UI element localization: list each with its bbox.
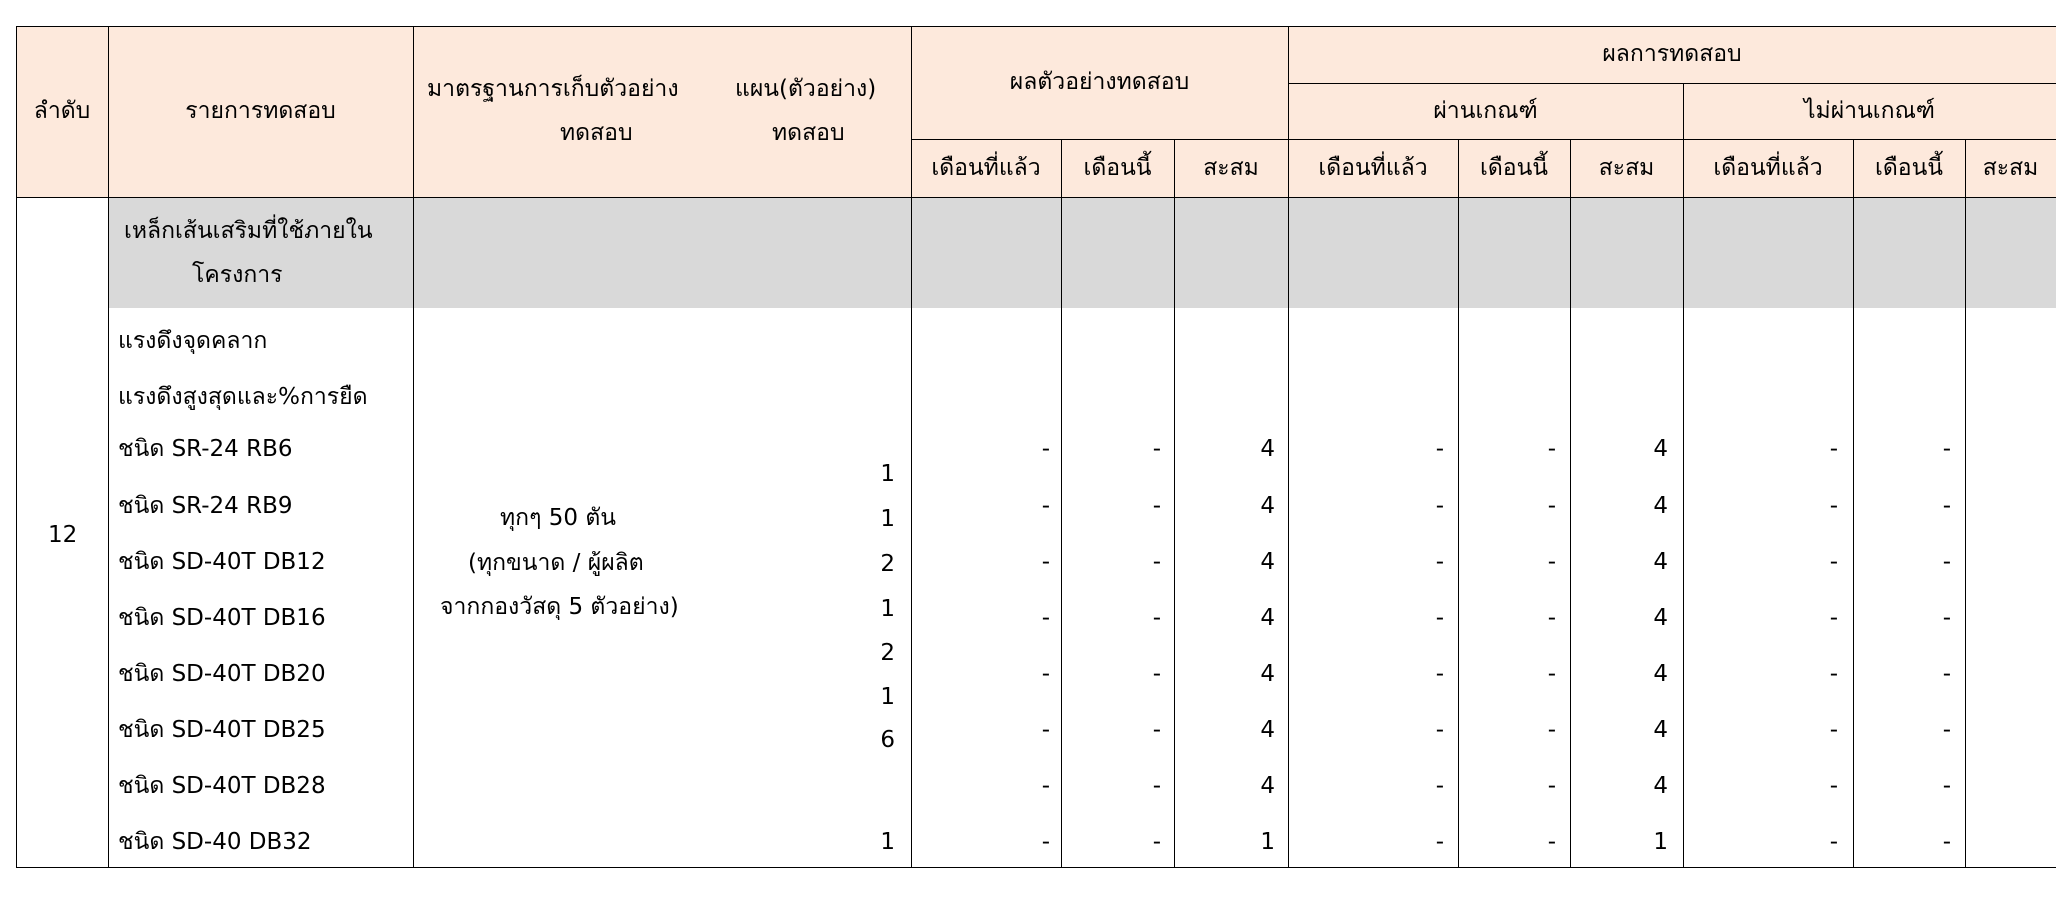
- grid-line: [1853, 139, 1854, 868]
- row-cell: -: [1547, 493, 1556, 519]
- group-title-line1: เหล็กเส้นเสริมที่ใช้ภายใน: [124, 218, 373, 244]
- row-cell: -: [1152, 436, 1161, 462]
- row-cell: 4: [1260, 605, 1275, 631]
- row-cell: -: [1942, 549, 1951, 575]
- row-cell: -: [1152, 661, 1161, 687]
- row-cell: -: [1435, 605, 1444, 631]
- row-cell: -: [1829, 773, 1838, 799]
- row-cell: -: [1152, 717, 1161, 743]
- row-cell: -: [1152, 829, 1161, 855]
- row-cell: -: [1435, 661, 1444, 687]
- header-fail-text: ไม่ผ่านเกณฑ์: [1803, 97, 1936, 124]
- row-cell: 4: [1653, 436, 1668, 462]
- grid-line: [1570, 139, 1571, 868]
- intro-line-yield: แรงดึงจุดคลาก: [118, 328, 268, 354]
- plan-value: 6: [880, 727, 895, 753]
- row-cell: 1: [1653, 829, 1668, 855]
- row-label: ชนิด SD-40T DB28: [118, 773, 326, 799]
- subheader-fail-cumulative: [1965, 139, 2056, 197]
- row-cell: -: [1942, 605, 1951, 631]
- subheader-pass-cumulative: [1570, 139, 1683, 197]
- row-cell: 4: [1653, 605, 1668, 631]
- subheader-sample-last-month: [911, 139, 1061, 197]
- header-fail: [1683, 83, 2056, 139]
- subheader-text: สะสม: [1982, 154, 2039, 181]
- grid-line: [1965, 139, 1966, 868]
- row-cell: -: [1547, 717, 1556, 743]
- standard-line-3: จากกองวัสดุ 5 ตัวอย่าง): [440, 594, 679, 620]
- row-label: ชนิด SR-24 RB6: [118, 436, 293, 462]
- subheader-text: เดือนที่แล้ว: [1318, 154, 1428, 181]
- row-cell: -: [1942, 661, 1951, 687]
- subheader-text: สะสม: [1598, 154, 1655, 181]
- row-cell: 4: [1653, 773, 1668, 799]
- plan-value: 1: [880, 596, 895, 622]
- row-cell: -: [1829, 549, 1838, 575]
- row-cell: -: [1547, 549, 1556, 575]
- row-cell: -: [1547, 661, 1556, 687]
- row-cell: 1: [1260, 829, 1275, 855]
- row-cell: -: [1152, 773, 1161, 799]
- header-sample-result: [911, 26, 1288, 139]
- grid-line: [1288, 26, 1289, 868]
- row-cell: 4: [1260, 773, 1275, 799]
- subheader-sample-cumulative: [1174, 139, 1288, 197]
- plan-value: 1: [880, 461, 895, 487]
- subheader-fail-this-month: [1853, 139, 1965, 197]
- row-cell: -: [1829, 661, 1838, 687]
- header-test-result-text: ผลการทดสอบ: [1602, 41, 1742, 68]
- row-cell: -: [1435, 436, 1444, 462]
- row-cell: -: [1041, 717, 1050, 743]
- row-cell: -: [1942, 829, 1951, 855]
- row-cell: -: [1547, 436, 1556, 462]
- row-cell: -: [1829, 436, 1838, 462]
- row-cell: 4: [1653, 493, 1668, 519]
- row-label: ชนิด SD-40 DB32: [118, 829, 312, 855]
- subheader-pass-last-month: [1288, 139, 1458, 197]
- subheader-text: เดือนที่แล้ว: [931, 154, 1041, 181]
- row-cell: -: [1152, 549, 1161, 575]
- row-cell: -: [1829, 829, 1838, 855]
- grid-line: [1288, 83, 2056, 84]
- plan-value: 2: [880, 551, 895, 577]
- row-cell: -: [1041, 493, 1050, 519]
- row-label: ชนิด SD-40T DB20: [118, 661, 326, 687]
- subheader-text: เดือนนี้: [1874, 154, 1944, 181]
- row-cell: -: [1829, 605, 1838, 631]
- row-cell: -: [1942, 436, 1951, 462]
- grid-line: [108, 26, 109, 868]
- row-cell: 4: [1653, 717, 1668, 743]
- grid-line: [911, 26, 912, 868]
- header-standard-line1: มาตรฐานการเก็บตัวอย่าง: [427, 76, 679, 102]
- header-item-text: รายการทดสอบ: [185, 98, 336, 125]
- grid-line: [1061, 139, 1062, 868]
- row-cell: -: [1041, 436, 1050, 462]
- row-cell: -: [1435, 493, 1444, 519]
- row-cell: 4: [1653, 661, 1668, 687]
- header-item: [108, 26, 413, 197]
- row-cell: -: [1435, 549, 1444, 575]
- header-standard-line2: ทดสอบ: [560, 120, 633, 146]
- row-cell: -: [1942, 773, 1951, 799]
- grid-line: [1683, 83, 1684, 868]
- row-label: ชนิด SD-40T DB16: [118, 605, 326, 631]
- group-title-row: [108, 197, 2056, 308]
- row-cell: 4: [1260, 436, 1275, 462]
- row-cell: -: [1041, 829, 1050, 855]
- row-cell: 4: [1260, 549, 1275, 575]
- grid-line: [16, 26, 2056, 27]
- grid-line: [413, 26, 414, 868]
- row-cell: -: [1942, 493, 1951, 519]
- subheader-sample-this-month: [1061, 139, 1174, 197]
- grid-line: [16, 197, 2056, 198]
- subheader-text: เดือนนี้: [1083, 154, 1152, 181]
- standard-line-2: (ทุกขนาด / ผู้ผลิต: [468, 550, 644, 576]
- subheader-fail-last-month: [1683, 139, 1853, 197]
- subheader-text: เดือนที่แล้ว: [1713, 154, 1823, 181]
- row-cell: -: [1041, 773, 1050, 799]
- standard-line-1: ทุกๆ 50 ตัน: [500, 505, 616, 531]
- row-cell: -: [1152, 493, 1161, 519]
- plan-value: 2: [880, 640, 895, 666]
- grid-line: [16, 867, 2056, 868]
- row-cell: 4: [1260, 493, 1275, 519]
- group-title-line2: โครงการ: [192, 262, 283, 288]
- plan-value: 1: [880, 829, 895, 855]
- row-label: ชนิด SD-40T DB12: [118, 549, 326, 575]
- group-number: 12: [48, 522, 78, 548]
- row-cell: -: [1435, 773, 1444, 799]
- row-cell: -: [1547, 605, 1556, 631]
- row-cell: -: [1435, 829, 1444, 855]
- header-test-result: [1288, 26, 2056, 83]
- subheader-pass-this-month: [1458, 139, 1570, 197]
- header-standard: [413, 26, 911, 197]
- intro-line-tensile: แรงดึงสูงสุดและ%การยืด: [118, 384, 368, 410]
- row-cell: -: [1041, 549, 1050, 575]
- grid-line: [1174, 139, 1175, 868]
- grid-line: [1458, 139, 1459, 868]
- row-cell: -: [1152, 605, 1161, 631]
- row-cell: 4: [1260, 661, 1275, 687]
- subheader-text: สะสม: [1203, 154, 1259, 181]
- header-seq: [16, 26, 108, 197]
- row-cell: -: [1829, 717, 1838, 743]
- row-cell: -: [1435, 717, 1444, 743]
- row-label: ชนิด SR-24 RB9: [118, 493, 293, 519]
- header-pass-text: ผ่านเกณฑ์: [1433, 97, 1538, 124]
- row-cell: -: [1547, 829, 1556, 855]
- header-plan-line1: แผน(ตัวอย่าง): [735, 76, 877, 102]
- row-cell: 4: [1260, 717, 1275, 743]
- subheader-text: เดือนนี้: [1479, 154, 1549, 181]
- row-cell: -: [1547, 773, 1556, 799]
- row-cell: 4: [1653, 549, 1668, 575]
- row-label: ชนิด SD-40T DB25: [118, 717, 326, 743]
- grid-line: [911, 139, 2056, 140]
- header-seq-text: ลำดับ: [33, 98, 91, 125]
- row-cell: -: [1829, 493, 1838, 519]
- header-sample-result-text: ผลตัวอย่างทดสอบ: [1009, 69, 1190, 96]
- plan-value: 1: [880, 684, 895, 710]
- header-plan-line2: ทดสอบ: [772, 120, 845, 146]
- row-cell: -: [1942, 717, 1951, 743]
- plan-value: 1: [880, 506, 895, 532]
- row-cell: -: [1041, 661, 1050, 687]
- grid-line: [16, 26, 17, 868]
- row-cell: -: [1041, 605, 1050, 631]
- header-pass: [1288, 83, 1683, 139]
